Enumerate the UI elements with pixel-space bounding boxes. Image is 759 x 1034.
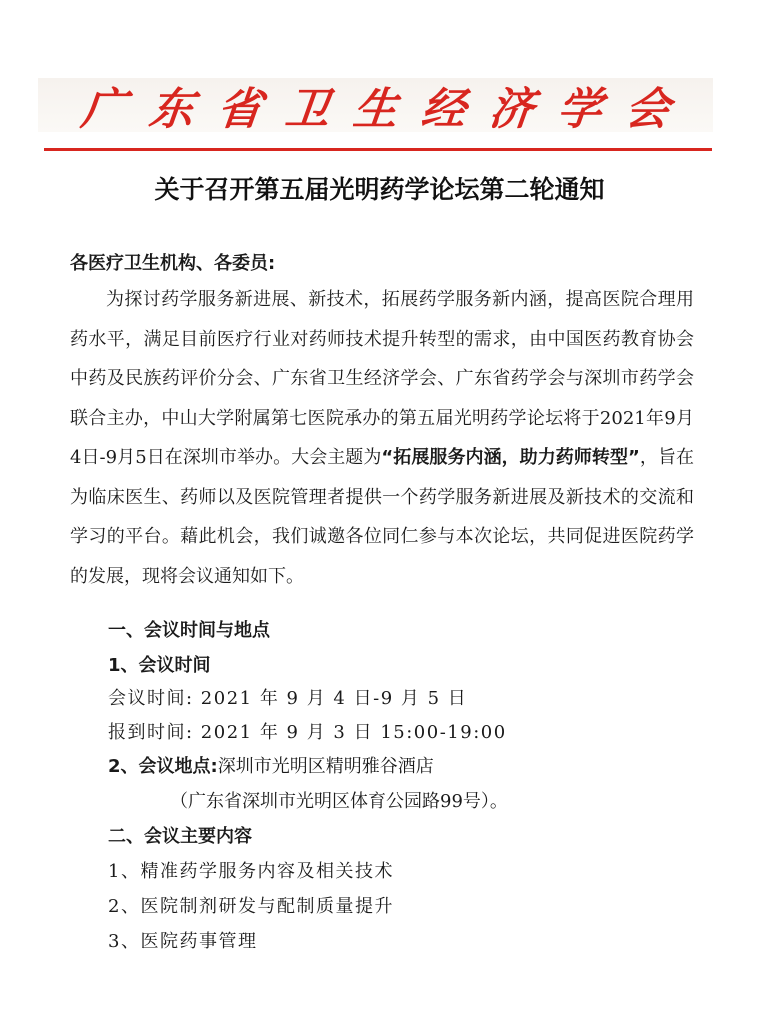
subheading-meeting-time: 1、会议时间 [108, 655, 211, 676]
letterhead-banner [38, 78, 713, 135]
document-title: 关于召开第五届光明药学论坛第二轮通知 [154, 175, 605, 204]
registration-time: 报到时间: 2021 年 9 月 3 日 15:00-19:00 [108, 722, 507, 743]
section-heading-main-content: 二、会议主要内容 [108, 826, 252, 847]
meeting-time: 会议时间: 2021 年 9 月 4 日-9 月 5 日 [108, 688, 468, 709]
section-heading-time-venue: 一、会议时间与地点 [108, 620, 270, 641]
content-item: 1、精准药学服务内容及相关技术 [108, 861, 394, 882]
subheading-venue: 2、会议地点: [108, 756, 218, 777]
content-item: 3、医院药事管理 [108, 931, 258, 952]
venue-line [108, 752, 434, 778]
conference-theme: “拓展服务内涵，助力药师转型” [381, 447, 640, 468]
letterhead-divider [44, 148, 712, 151]
intro-paragraph [70, 280, 694, 596]
content-item: 2、医院制剂研发与配制质量提升 [108, 896, 394, 917]
organization-name: 广东省卫生经济学会 [78, 84, 696, 135]
venue-name: 深圳市光明区精明雅谷酒店 [217, 756, 434, 777]
intro-text-part2: ，旨在为临床医生、药师以及医院管理者提供一个药学服务新进展及新技术的交流和学习的平台。藉此机会，我们诚邀各位同仁参与本次论坛，共同促进医院药学的发展，现将会议通知如下。 [70, 447, 695, 587]
intro-text-part1: 为探讨药学服务新进展、新技术，拓展药学服务新内涵，提高医院合理用药水平，满足目前医疗行业对药师技术提升转型的需求，由中国医药教育协会中药及民族药评价分会、广东省卫生经济学会、广东省药学会与深圳市药学会联合主办，中山大学附属第七医院承办的第五届光明药学论坛将于2021年9月4日-9月5日在深圳市举办。大会主题为 [70, 289, 694, 468]
salutation: 各医疗卫生机构、各委员: [70, 253, 276, 274]
venue-address: （广东省深圳市光明区体育公园路99号）。 [170, 791, 508, 812]
